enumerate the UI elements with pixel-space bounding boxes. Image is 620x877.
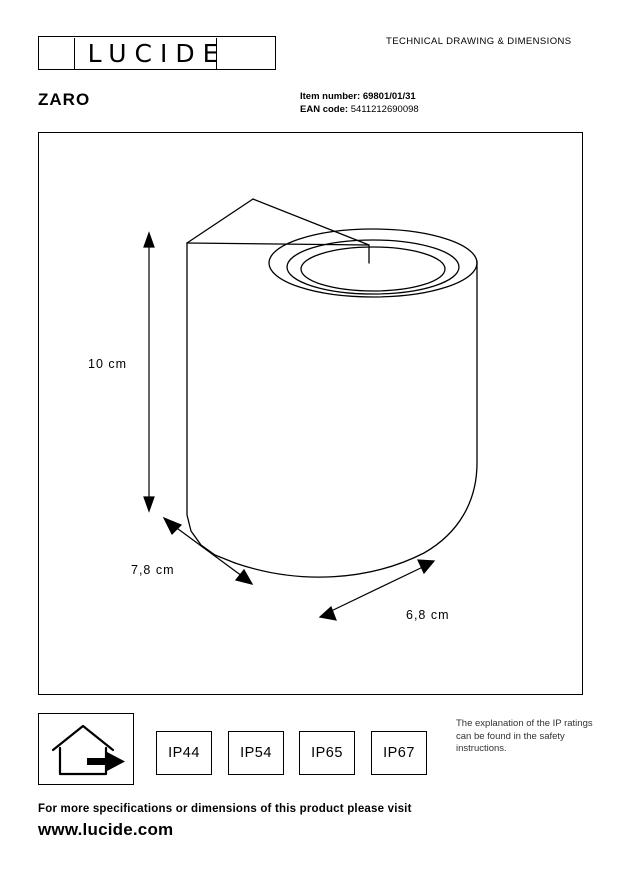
technical-drawing-frame — [38, 132, 583, 695]
product-codes — [300, 90, 419, 116]
footer-text: For more specifications or dimensions of this product please visit — [38, 803, 412, 815]
item-number-row — [300, 90, 419, 103]
logo-divider-left — [74, 38, 75, 70]
ean-code-value: 5411212690098 — [350, 104, 419, 115]
dimension-height-label: 10 cm — [88, 357, 128, 371]
ip-rating-ip44: IP44 — [156, 731, 212, 775]
lucide-logo — [38, 36, 276, 70]
indoor-outdoor-icon — [38, 713, 134, 785]
ip-ratings-note: The explanation of the IP ratings can be found in the safety instructions. — [456, 718, 593, 754]
dimension-depth-label: 7,8 cm — [131, 563, 175, 577]
dimension-width-label: 6,8 cm — [406, 608, 450, 622]
house-arrow-icon — [39, 714, 133, 784]
logo-text: LUCIDE — [87, 38, 227, 68]
ean-code-row — [300, 103, 419, 116]
ip-rating-ip67: IP67 — [371, 731, 427, 775]
ip-rating-ip54: IP54 — [228, 731, 284, 775]
footer-website[interactable]: www.lucide.com — [38, 820, 174, 839]
item-number-label: Item number: — [300, 91, 361, 102]
product-drawing — [39, 133, 582, 694]
product-name: ZARO — [38, 90, 91, 109]
ip-rating-ip65: IP65 — [299, 731, 355, 775]
logo-divider-right — [216, 38, 217, 70]
ean-code-label: EAN code: — [300, 104, 349, 115]
document-type-label: TECHNICAL DRAWING & DIMENSIONS — [386, 36, 572, 47]
item-number-value: 69801/01/31 — [362, 91, 416, 102]
